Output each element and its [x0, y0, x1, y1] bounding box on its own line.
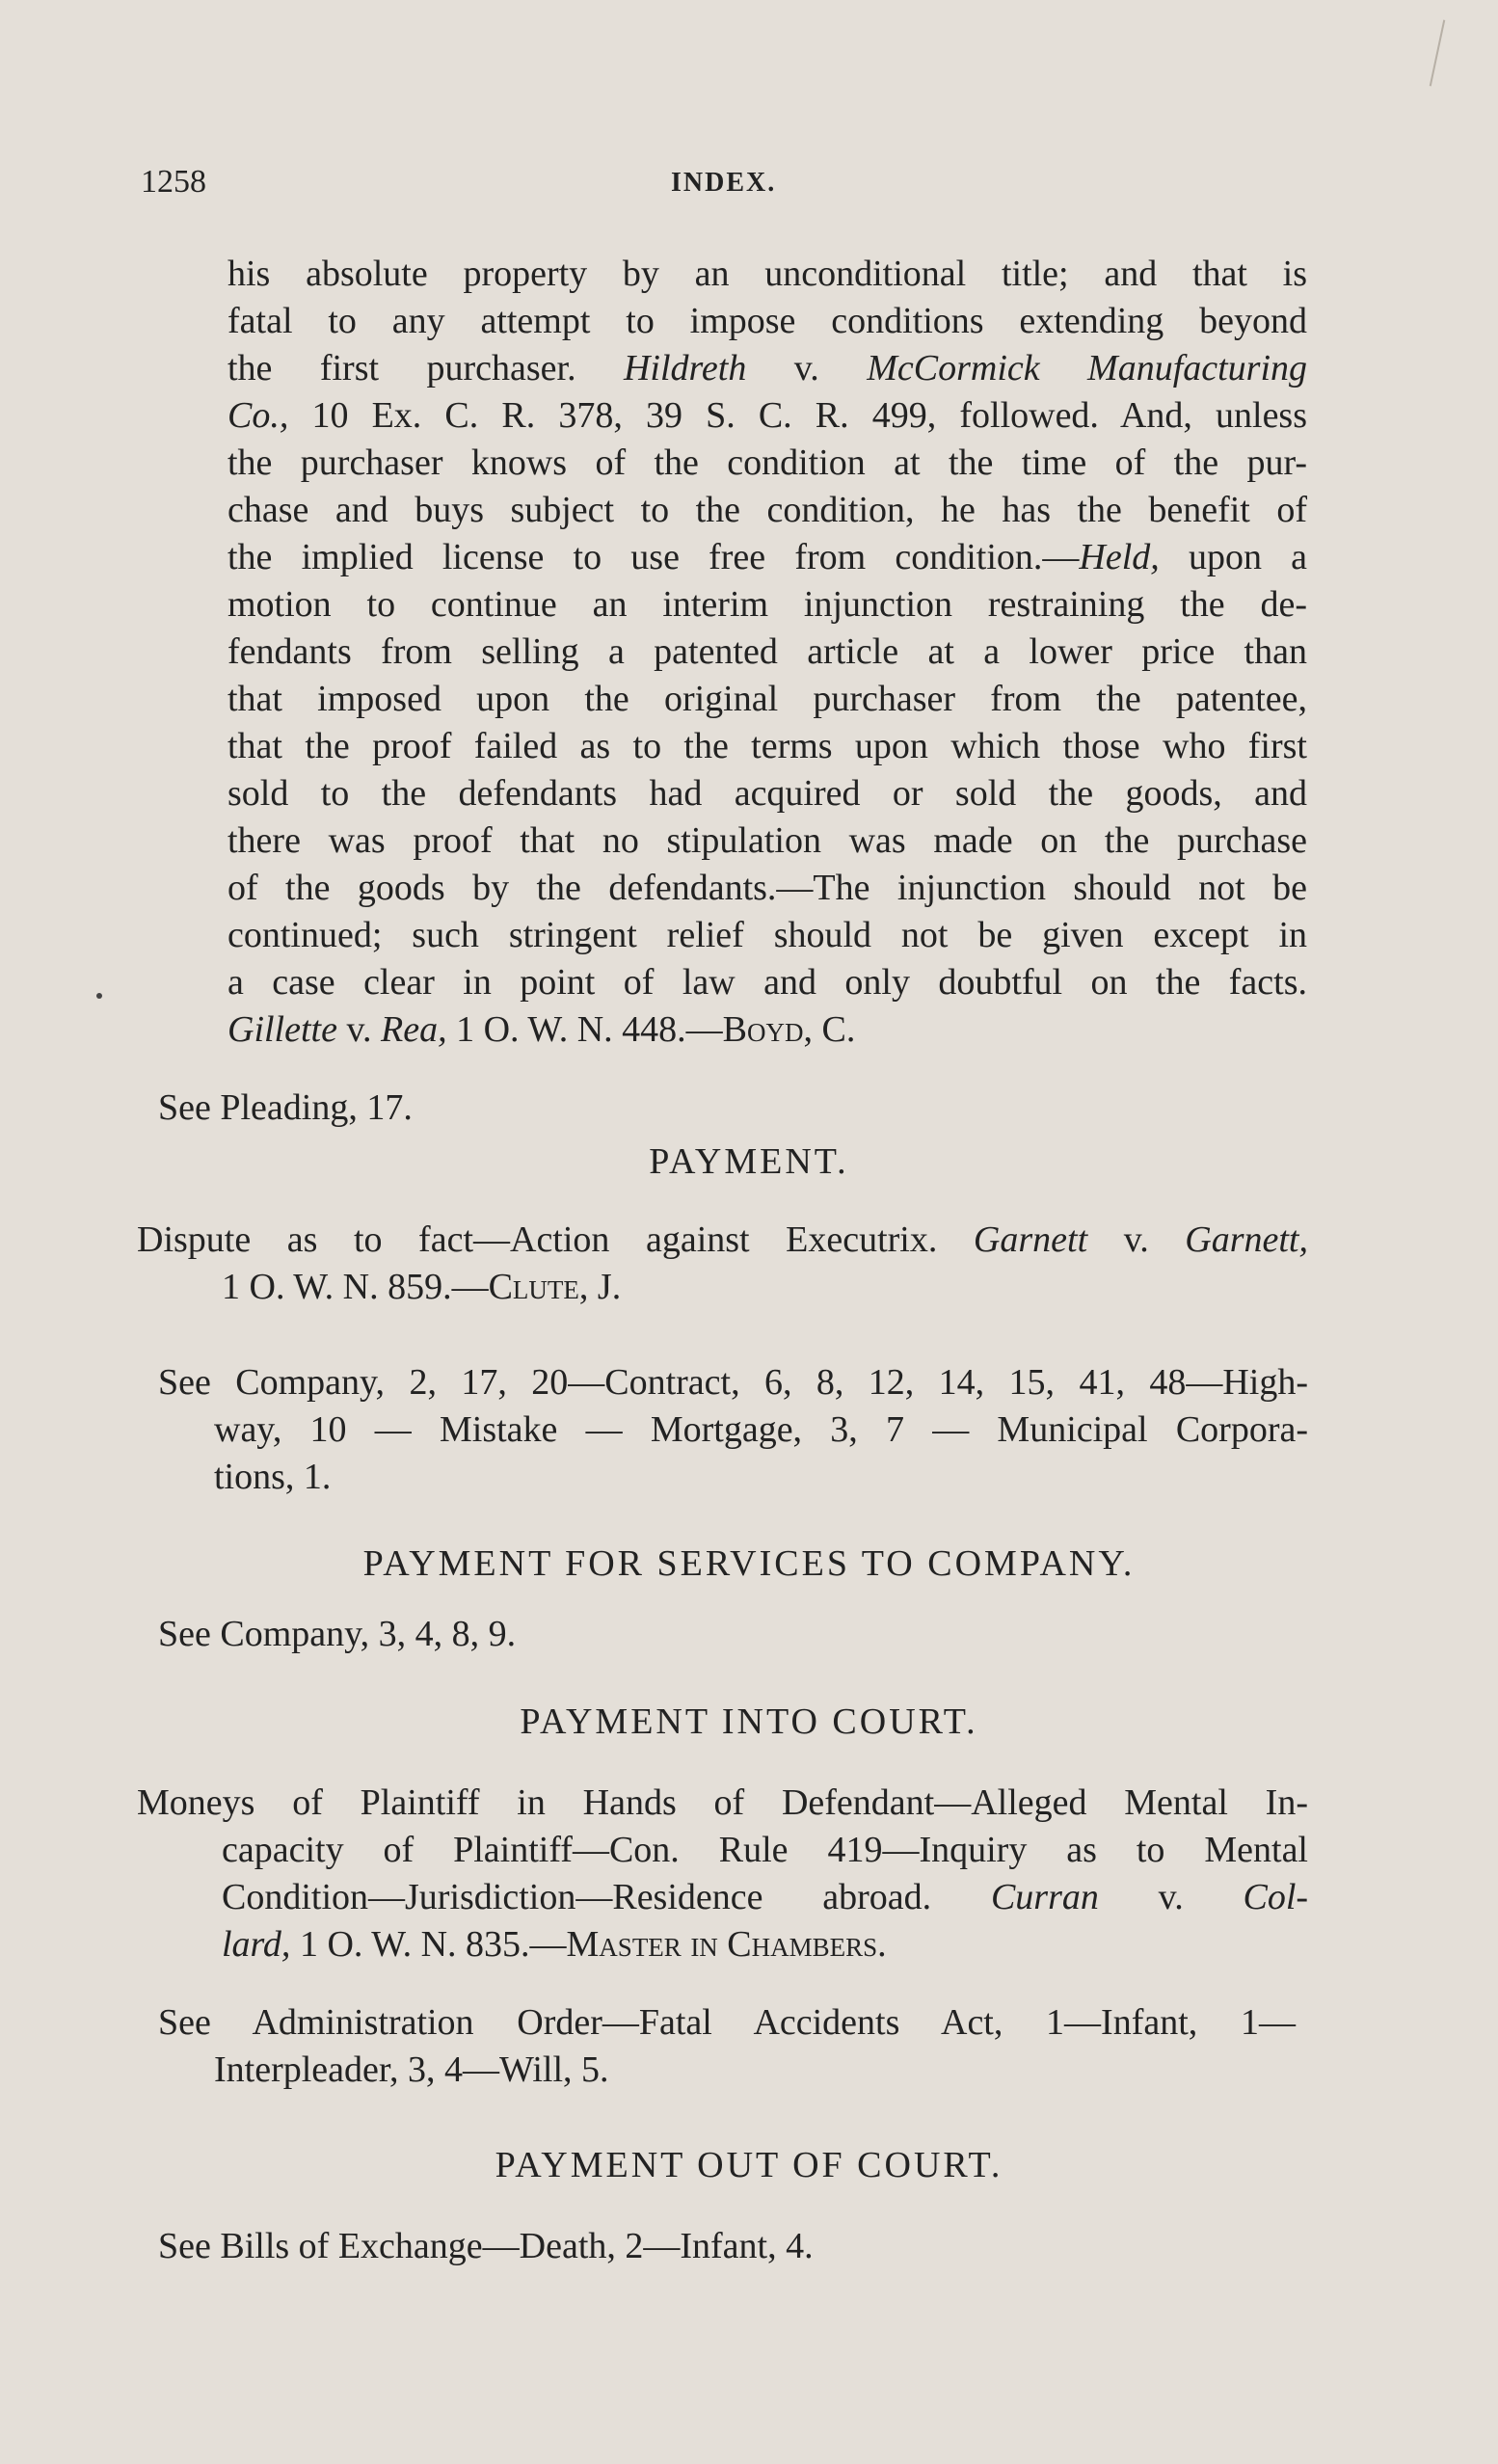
text-line: See Company, 2, 17, 20—Contract, 6, 8, 12, 14, 15, 41, 48—High- — [158, 1362, 1308, 1403]
page-number: 1258 — [141, 164, 206, 200]
text-line: See Pleading, 17. — [158, 1087, 413, 1128]
text-line: Gillette v. Rea, 1 O. W. N. 448.—Boyd, C. — [227, 1009, 856, 1050]
text-line: Dispute as to fact—Action against Executrix. Garnett v. Garnett, — [137, 1219, 1308, 1260]
text-line: that the proof failed as to the terms upon which those who first — [227, 726, 1307, 766]
text-line: his absolute property by an unconditional title; and that is — [227, 254, 1307, 294]
see-also — [158, 1999, 1296, 2094]
text-line: sold to the defendants had acquired or sold the goods, and — [227, 773, 1307, 814]
judge-name: Clute, — [488, 1267, 589, 1307]
text-line: Condition—Jurisdiction—Residence abroad. Curran v. Col- — [222, 1877, 1309, 1917]
index-entry — [137, 1780, 1308, 1969]
section-heading: PAYMENT FOR SERVICES TO COMPANY. — [362, 1543, 1136, 1584]
text-line: 1 O. W. N. 859.—Clute, J. — [222, 1267, 622, 1307]
running-title: INDEX. — [671, 168, 777, 198]
text-line: capacity of Plaintiff—Con. Rule 419—Inquiry as to Mental — [222, 1830, 1308, 1870]
text-line: fatal to any attempt to impose conditions extending beyond — [227, 301, 1307, 341]
case-name: Curran — [990, 1877, 1099, 1917]
text-line: a case clear in point of law and only doubtful on the facts. — [227, 962, 1307, 1003]
case-name: Rea, — [381, 1009, 447, 1050]
judge-name: Boyd, — [722, 1009, 814, 1050]
text-line: lard, 1 O. W. N. 835.—Master in Chambers. — [222, 1924, 887, 1965]
text-line: Co., 10 Ex. C. R. 378, 39 S. C. R. 499, followed. And, unless — [227, 395, 1308, 436]
text-line: See Bills of Exchange—Death, 2—Infant, 4. — [158, 2226, 814, 2266]
continued-entry — [227, 251, 1307, 1054]
print-speck — [96, 993, 102, 999]
text-line: the purchaser knows of the condition at the time of the pur- — [227, 442, 1307, 483]
text-line: motion to continue an interim injunction restraining the de- — [227, 584, 1307, 625]
case-name: Gillette — [227, 1009, 337, 1050]
running-header — [141, 164, 1317, 206]
text-line: fendants from selling a patented article at a lower price than — [227, 631, 1307, 672]
text-line: Moneys of Plaintiff in Hands of Defendant—Alleged Mental In- — [137, 1782, 1308, 1823]
see-also — [158, 1085, 413, 1132]
text-line: way, 10 — Mistake — Mortgage, 3, 7 — Municipal Corpora- — [214, 1409, 1308, 1450]
section-heading: PAYMENT. — [649, 1141, 849, 1182]
text-line: that imposed upon the original purchaser from the patentee, — [227, 679, 1307, 719]
text-line: the implied license to use free from condition.—Held, upon a — [227, 537, 1308, 577]
case-name: Co., — [227, 395, 289, 436]
section-heading: PAYMENT INTO COURT. — [520, 1701, 978, 1742]
section-heading: PAYMENT OUT OF COURT. — [495, 2145, 1003, 2185]
text-line: Interpleader, 3, 4—Will, 5. — [214, 2049, 609, 2090]
see-also — [158, 2223, 814, 2270]
text-line: See Administration Order—Fatal Accidents Act, 1—Infant, 1— — [158, 2002, 1296, 2043]
case-name: Garnett, — [1185, 1219, 1308, 1260]
text-line: tions, 1. — [214, 1457, 332, 1497]
text-line: the first purchaser. Hildreth v. McCormick Manufacturing — [227, 348, 1308, 388]
text-line: of the goods by the defendants.—The injunction should not be — [227, 868, 1307, 908]
case-name: Garnett — [973, 1219, 1088, 1260]
judge-name: Master in Chambers. — [566, 1924, 887, 1965]
case-name: lard, — [222, 1924, 291, 1965]
see-also — [158, 1611, 516, 1658]
text-line: continued; such stringent relief should not be given except in — [227, 915, 1307, 955]
case-name: Col- — [1243, 1877, 1309, 1917]
index-entry — [137, 1217, 1308, 1311]
see-also — [158, 1359, 1308, 1501]
text-line: See Company, 3, 4, 8, 9. — [158, 1614, 517, 1654]
case-name: McCormick Manufacturing — [867, 348, 1308, 388]
held-word: Held, — [1079, 537, 1160, 577]
text-line: there was proof that no stipulation was made on the purchase — [227, 820, 1307, 861]
page-edge-mark — [1430, 20, 1446, 87]
case-name: Hildreth — [623, 348, 747, 388]
text-line: chase and buys subject to the condition, he has the benefit of — [227, 490, 1307, 530]
